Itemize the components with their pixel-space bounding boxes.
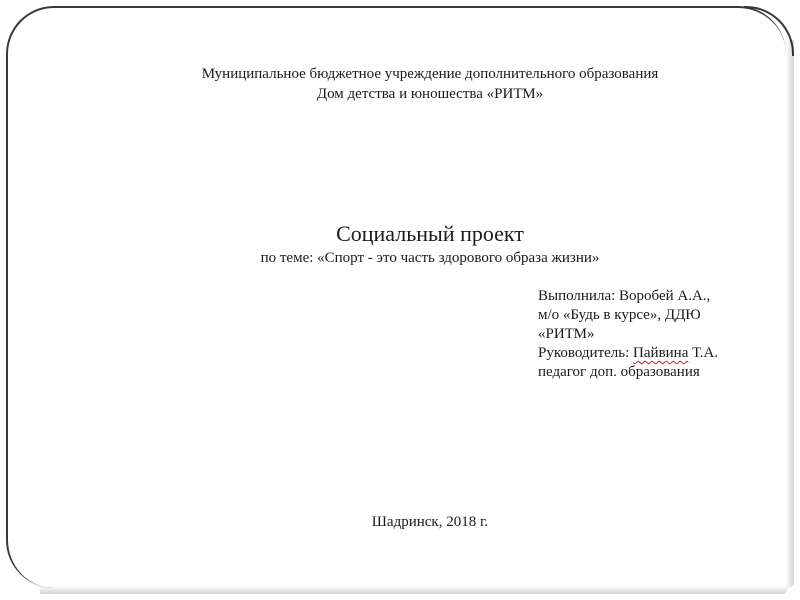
organization-header (0, 64, 800, 104)
organization-line-1: Муниципальное бюджетное учреждение дополнительного образования (201, 66, 659, 82)
supervisor-prefix: Руководитель: (538, 345, 634, 361)
supervisor-position: педагог доп. образования (538, 364, 700, 380)
author-line-3: «РИТМ» (538, 326, 595, 342)
slide-frame-shadow-right (786, 40, 794, 588)
supervisor-line (538, 344, 778, 363)
slide-frame-shadow-bottom (40, 586, 788, 594)
author-line-1: Выполнила: Воробей А.А., (538, 288, 711, 304)
supervisor-name: Пайвина (633, 345, 689, 361)
city-year: Шадринск, 2018 г. (371, 514, 489, 530)
project-heading (0, 220, 800, 268)
author-line-2: м/о «Будь в курсе», ДДЮ (538, 307, 701, 323)
project-title: Социальный проект (336, 221, 524, 246)
author-info (538, 287, 778, 382)
project-theme: по теме: «Спорт - это часть здорового образа жизни» (260, 250, 600, 266)
organization-line-2: Дом детства и юношества «РИТМ» (316, 86, 544, 102)
supervisor-suffix: Т.А. (688, 345, 719, 361)
